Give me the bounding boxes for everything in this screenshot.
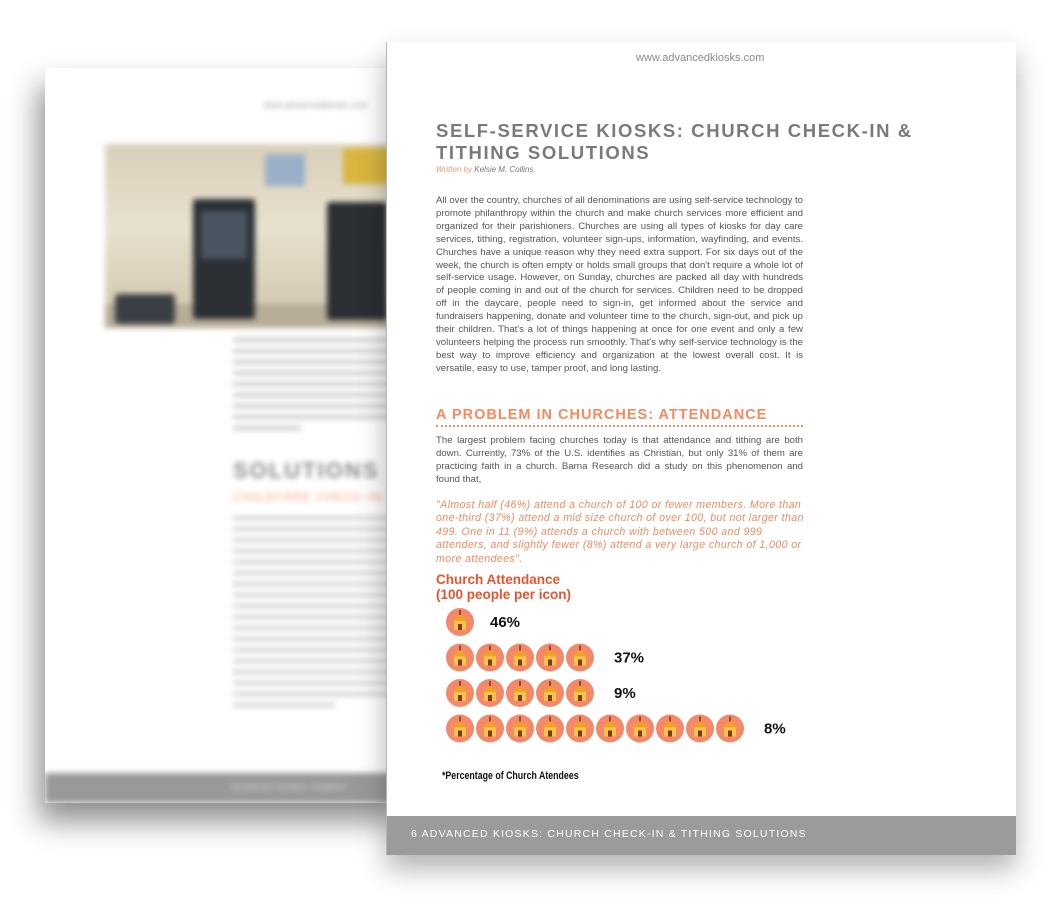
church-icon bbox=[446, 644, 474, 672]
church-icon bbox=[476, 715, 504, 743]
back-page-footer: ADVANCED KIOSKS: CHURCH bbox=[45, 773, 405, 803]
church-icon bbox=[566, 644, 594, 672]
pictograph-row bbox=[446, 715, 786, 743]
byline-author: Kelsie M. Collins bbox=[474, 165, 534, 174]
church-icon bbox=[536, 644, 564, 672]
back-page bbox=[45, 68, 405, 803]
church-icon bbox=[686, 715, 714, 743]
page-url: www.advancedkiosks.com bbox=[636, 52, 765, 64]
church-icon bbox=[596, 715, 624, 743]
church-icon bbox=[506, 644, 534, 672]
attendance-pictograph bbox=[387, 42, 1016, 855]
pictograph-value-label: 37% bbox=[614, 649, 645, 667]
church-icon bbox=[476, 679, 504, 707]
pictograph-value-label: 46% bbox=[490, 614, 521, 631]
church-icon bbox=[506, 715, 534, 743]
pictograph-value-label: 8% bbox=[764, 720, 786, 738]
pictograph-row bbox=[446, 679, 636, 707]
chart-title-line1: Church Attendance bbox=[436, 572, 561, 587]
back-page-text-block-2 bbox=[233, 516, 403, 714]
church-icon bbox=[536, 679, 564, 707]
section-heading: A PROBLEM IN CHURCHES: ATTENDANCE bbox=[436, 407, 803, 427]
pictograph-row bbox=[446, 608, 520, 636]
back-page-text-block bbox=[233, 338, 403, 437]
pictograph-value-label: 9% bbox=[614, 685, 636, 702]
back-page-url: www.advancedkiosks.com bbox=[263, 100, 369, 110]
church-icon bbox=[446, 608, 474, 636]
church-icon bbox=[566, 679, 594, 707]
chart-title-line2: (100 people per icon) bbox=[436, 587, 572, 602]
byline-prefix: Written by bbox=[436, 165, 473, 174]
research-quote: "Almost half (46%) attend a church of 100 or fewer members. More than one-third (37%) attend a mid size church of over 100, but not larger than 499. One in 11 (9%) attends a church with between 500 and 999 attenders, and slightly fewer (8%) attend a very large church of 1,000 or more attendees". bbox=[436, 499, 804, 565]
church-icon bbox=[566, 715, 594, 743]
front-page bbox=[386, 42, 1016, 855]
kiosk-photo bbox=[105, 144, 405, 327]
page-title: SELF-SERVICE KIOSKS: CHURCH CHECK-IN & TITHING SOLUTIONS bbox=[436, 120, 913, 163]
chart-footnote: *Percentage of Church Atendees bbox=[442, 770, 579, 782]
church-icon bbox=[536, 715, 564, 743]
church-icon bbox=[656, 715, 684, 743]
back-page-heading: SOLUTIONS bbox=[233, 458, 380, 483]
church-icon bbox=[506, 679, 534, 707]
intro-paragraph: All over the country, churches of all denominations are using self-service technology to promote philanthropy within the church and make church services more efficient and organized for their parishioners. Churches are using all types of kiosks for day care services, tithing, registration, volunteer sign-ups, information, wayfinding, and events. Churches have a unique reason why they need extra support. For six days out of the week, the church is often empty or holds small groups that don't require a whole lot of self-service usage. However, on Sunday, churches are packed all day with hundreds of people coming in and out of the church for services. Children need to be dropped off in the daycare, people need to sign-in, get informed about the service and fundraisers happening, donate and volunteer time to the church, sign-out, and pick up their children. That's a lot of things happening at once for one event and only a few volunteers helping the process run smoothly. That's why self-service technology is the best way to improve efficiency and organization at the lowest overall cost. It is versatile, easy to use, tamper proof, and long lasting. bbox=[436, 195, 803, 374]
footer-text: 6 ADVANCED KIOSKS: CHURCH CHECK-IN & TITHING SOLUTIONS bbox=[411, 828, 807, 840]
church-icon bbox=[716, 715, 744, 743]
back-page-subheading: CHILDCARE CHECK-IN bbox=[233, 490, 382, 504]
pictograph-row bbox=[446, 644, 644, 672]
church-icon bbox=[446, 715, 474, 743]
page-footer bbox=[387, 816, 1016, 855]
church-icon bbox=[626, 715, 654, 743]
church-icon bbox=[476, 644, 504, 672]
church-icon bbox=[446, 679, 474, 707]
section-paragraph: The largest problem facing churches today is that attendance and tithing are both down. Currently, 73% of the U.S. identifies as Christian, but only 31% of them are practicing faith in a church. Barna Research did a study on this phenomenon and found that, bbox=[436, 435, 803, 485]
